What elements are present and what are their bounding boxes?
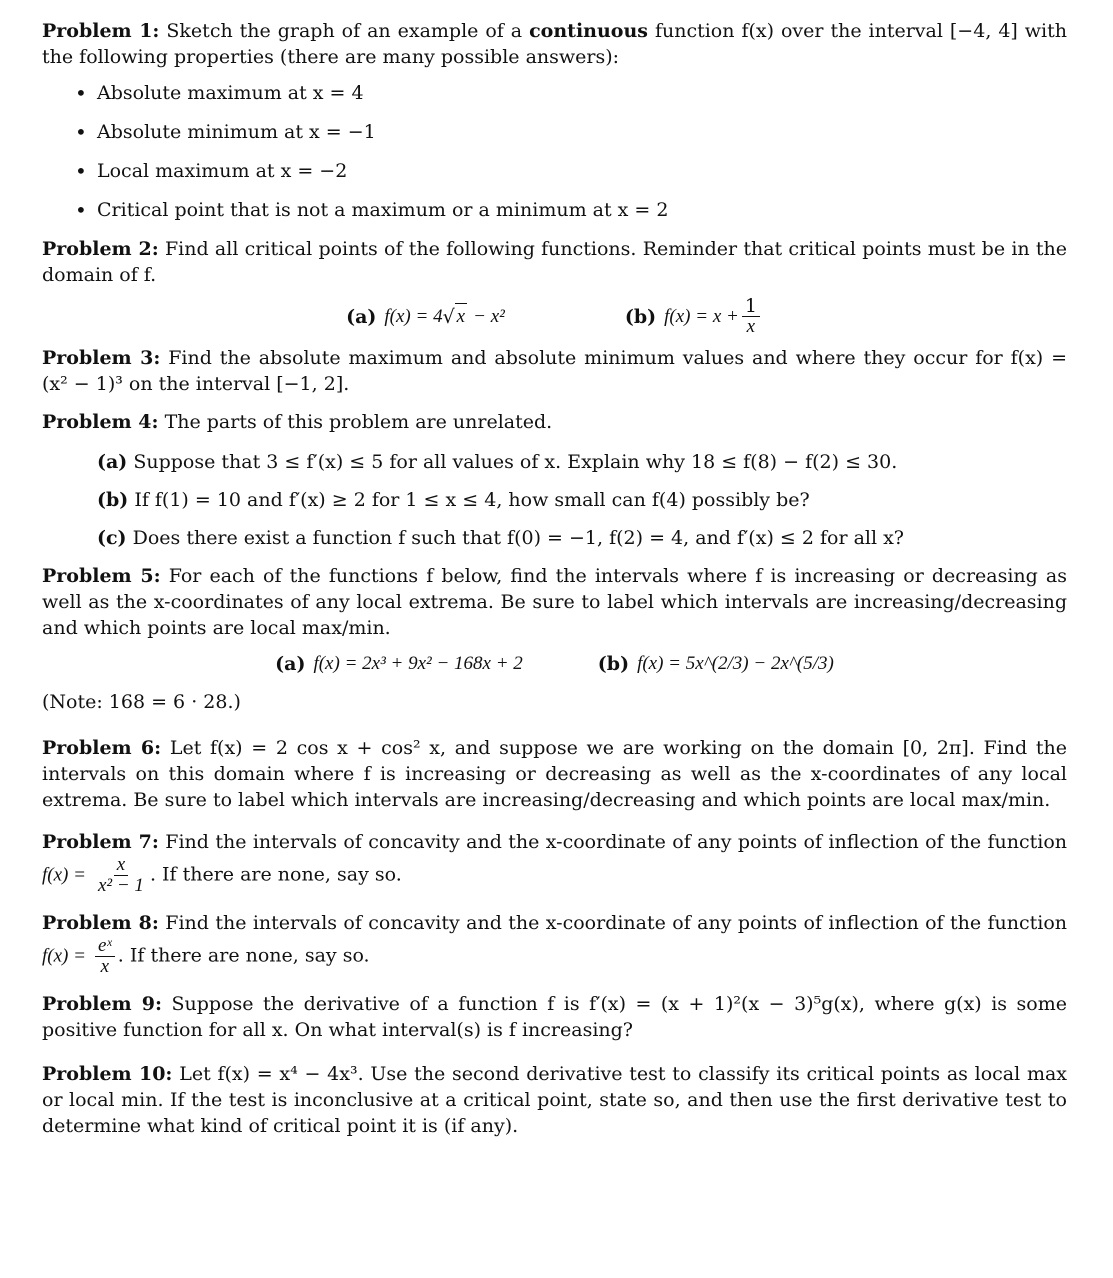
problem-8-label: Problem 8: [42,912,159,934]
part-c-text: Does there exist a function f such that f(0) = −1, f(2) = 4, and f′(x) ≤ 2 for all x? [132,527,904,549]
problem-1-intro-a: Sketch the graph of an example of a [166,20,523,42]
problem-4-text: The parts of this problem are unrelated. [164,411,553,433]
part-a-text: Suppose that 3 ≤ f′(x) ≤ 5 for all values of x. Explain why 18 ≤ f(8) − f(2) ≤ 30. [133,451,898,473]
part-c-label: (c) [97,527,127,549]
problem-5 [42,563,1067,641]
part-a-label: (a) [97,451,128,473]
bullet-item: • Absolute maximum at x = 4 [97,80,1067,106]
problem-4 [42,409,1067,435]
problem-2-part-a [346,303,505,330]
problem-10-text: Let f(x) = x⁴ − 4x³. Use the second derivative test to classify its critical points as local max or local min. If the test is inconclusive at a critical point, state so, and then use the first derivative test to determine what kind of critical point it is (if any). [42,1063,1068,1137]
problem-6-label: Problem 6: [42,737,162,759]
part-a-expr-radicand: x [455,303,467,330]
problem-7-text-b: . If there are none, say so. [149,863,402,886]
fraction-denominator: x² − 1 [97,875,144,896]
bullet-item: • Critical point that is not a maximum or a minimum at x = 2 [97,197,1067,223]
problem-4-part-c [97,525,1067,551]
problem-sheet [42,18,1067,1139]
problem-6-text: Let f(x) = 2 cos x + cos² x, and suppose we are working on the domain [0, 2π]. Find the intervals on this domain where f is increasing or decreasing as well as the x-coordinates of any local extrema. Be sure to label which intervals are increasing/decreasing and which points are local max/min. [42,737,1067,811]
part-a-expr-lhs: f(x) = 4 [384,305,443,327]
bullet-item: • Local maximum at x = −2 [97,158,1067,184]
problem-8 [42,910,1067,977]
problem-3-label: Problem 3: [42,347,161,369]
part-b-label: (b) [597,653,630,675]
problem-7-label: Problem 7: [42,831,159,853]
fraction-numerator: x [114,855,128,876]
problem-2-part-b [625,296,763,337]
problem-5-note: (Note: 168 = 6 · 28.) [42,691,241,713]
fraction-numerator: 1 [742,296,760,317]
problem-7-lhs: f(x) = [42,864,86,886]
part-b-expr: f(x) = x + [664,305,739,327]
fraction-numerator: eˣ [95,936,115,957]
part-b-label: (b) [624,305,657,328]
problem-4-label: Problem 4: [42,411,159,433]
sqrt-symbol: √ [442,305,455,328]
problem-3-text: Find the absolute maximum and absolute minimum values and where they occur for f(x) = (x² − 1)³ on the interval [−1, 2]. [42,347,1067,395]
problem-3 [42,345,1067,397]
problem-4-part-a [97,449,1067,475]
fraction-denominator: x [746,316,756,337]
problem-5-parts [42,651,1067,677]
problem-9-text: Suppose the derivative of a function f is f′(x) = (x + 1)²(x − 3)⁵g(x), where g(x) is some positive function for all x. On what interval(s) is f increasing? [42,993,1067,1041]
problem-7-text-a: Find the intervals of concavity and the x-coordinate of any points of inflection of the function [165,831,1067,853]
problem-10 [42,1061,1067,1139]
problem-1-bullet-list [42,80,1067,223]
problem-7-fraction [95,855,147,896]
fraction-denominator: x [100,956,110,977]
problem-1-label: Problem 1: [42,20,160,42]
problem-1-bold-word: continuous [529,20,648,42]
problem-5-part-a [275,651,523,677]
part-a-label: (a) [275,653,306,675]
problem-4-part-b [97,487,1067,513]
part-a-expr-rhs: − x² [473,305,505,327]
part-b-text: If f(1) = 10 and f′(x) ≥ 2 for 1 ≤ x ≤ 4, how small can f(4) possibly be? [134,489,810,511]
problem-8-lhs: f(x) = [42,945,86,967]
problem-5-part-b [598,651,834,677]
bullet-item: • Absolute minimum at x = −1 [97,119,1067,145]
problem-8-fraction [95,936,115,977]
problem-2-label: Problem 2: [42,238,159,260]
problem-1-intro-b: function f(x) over the interval [−4, 4] with the following properties (there are many possible answers): [42,20,1067,68]
problem-2-text: Find all critical points of the following functions. Reminder that critical points must be in the domain of f. [42,238,1068,286]
problem-5-text: For each of the functions f below, find the intervals where f is increasing or decreasing as well as the x-coordinates of any local extrema. Be sure to label which intervals are increasing/decreasing and which points are local max/min. [42,565,1068,639]
problem-1 [42,18,1067,70]
problem-6 [42,735,1067,813]
problem-2-parts [42,296,1067,337]
problem-8-text-b: . If there are none, say so. [117,944,370,967]
problem-2 [42,236,1067,288]
problem-9-label: Problem 9: [42,993,162,1015]
problem-5-label: Problem 5: [42,565,161,587]
part-a-label: (a) [346,305,377,328]
problem-10-label: Problem 10: [42,1063,173,1085]
part-b-expr: f(x) = 5x^(2/3) − 2x^(5/3) [637,653,834,674]
problem-9 [42,991,1067,1043]
part-b-label: (b) [97,489,129,511]
problem-8-text-a: Find the intervals of concavity and the x-coordinate of any points of inflection of the function [165,912,1067,934]
part-b-fraction [742,296,760,337]
part-a-expr: f(x) = 2x³ + 9x² − 168x + 2 [313,653,523,674]
problem-7 [42,829,1067,896]
